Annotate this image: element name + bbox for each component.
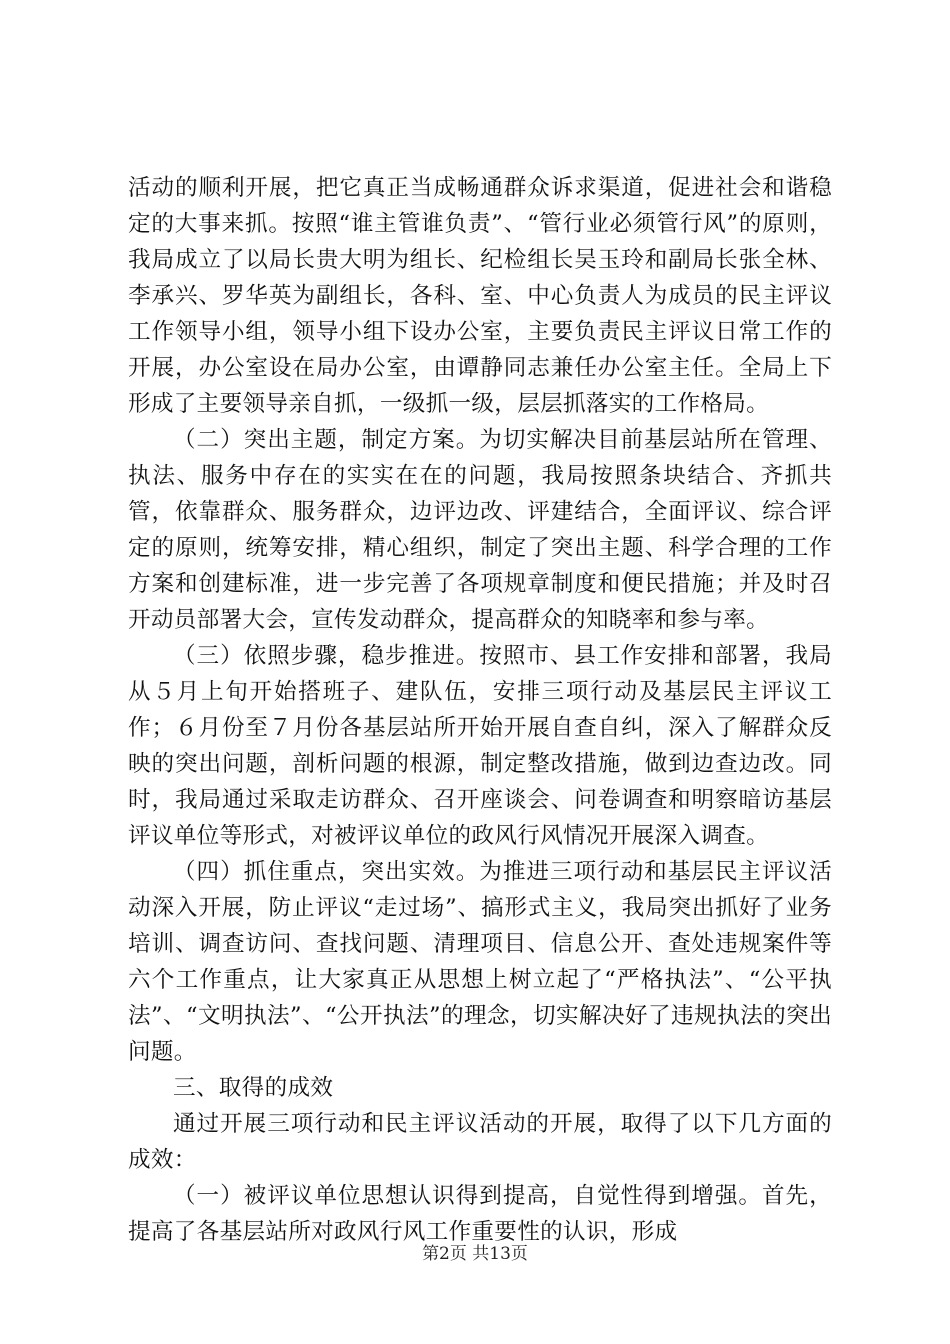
paragraph-section-two: （二）突出主题，制定方案。为切实解决目前基层站所在管理、执法、服务中存在的实实在在的问题，我局按照条块结合、齐抓共管，依靠群众、服务群众，边评边改、评建结合，全面评议、综合评定的原则，统筹安排，精心组织，制定了突出主题、科学合理的工作方案和创建标准，进一步完善了各项规章制度和便民措施；并及时召开动员部署大会，宣传发动群众，提高群众的知晓率和参与率。 bbox=[128, 427, 832, 633]
paragraph-section-four: （四）抓住重点，突出实效。为推进三项行动和基层民主评议活动深入开展，防止评议“走过场”、搞形式主义，我局突出抓好了业务培训、调查访问、查找问题、清理项目、信息公开、查处违规案件等六个工作重点，让大家真正从思想上树立起了“严格执法”、“公平执法”、“文明执法”、“公开执法”的理念，切实解决好了违规执法的突出问题。 bbox=[128, 859, 832, 1065]
page-footer: 第2页 共13页 bbox=[422, 1244, 528, 1264]
section-heading-results: 三、取得的成效 bbox=[173, 1075, 334, 1101]
document-body bbox=[128, 170, 832, 1250]
paragraph-section-three: （三）依照步骤，稳步推进。按照市、县工作安排和部署，我局从５月上旬开始搭班子、建队伍，安排三项行动及基层民主评议工作；６月份至７月份各基层站所开始开展自查自纠，深入了解群众反映的突出问题，剖析问题的根源，制定整改措施，做到边查边改。同时，我局通过采取走访群众、召开座谈会、问卷调查和明察暗访基层评议单位等形式，对被评议单位的政风行风情况开展深入调查。 bbox=[128, 643, 832, 849]
paragraph-results-intro: 通过开展三项行动和民主评议活动的开展，取得了以下几方面的成效： bbox=[128, 1111, 832, 1173]
paragraph-continuation: 活动的顺利开展，把它真正当成畅通群众诉求渠道，促进社会和谐稳定的大事来抓。按照“谁主管谁负责”、“管行业必须管行风”的原则，我局成立了以局长贵大明为组长、纪检组长吴玉玲和副局长张全林、李承兴、罗华英为副组长，各科、室、中心负责人为成员的民主评议工作领导小组，领导小组下设办公室，主要负责民主评议日常工作的开展，办公室设在局办公室，由谭静同志兼任办公室主任。全局上下形成了主要领导亲自抓，一级抓一级，层层抓落实的工作格局。 bbox=[128, 175, 832, 417]
paragraph-results-one: （一）被评议单位思想认识得到提高，自觉性得到增强。首先，提高了各基层站所对政风行风工作重要性的认识，形成 bbox=[128, 1183, 832, 1245]
